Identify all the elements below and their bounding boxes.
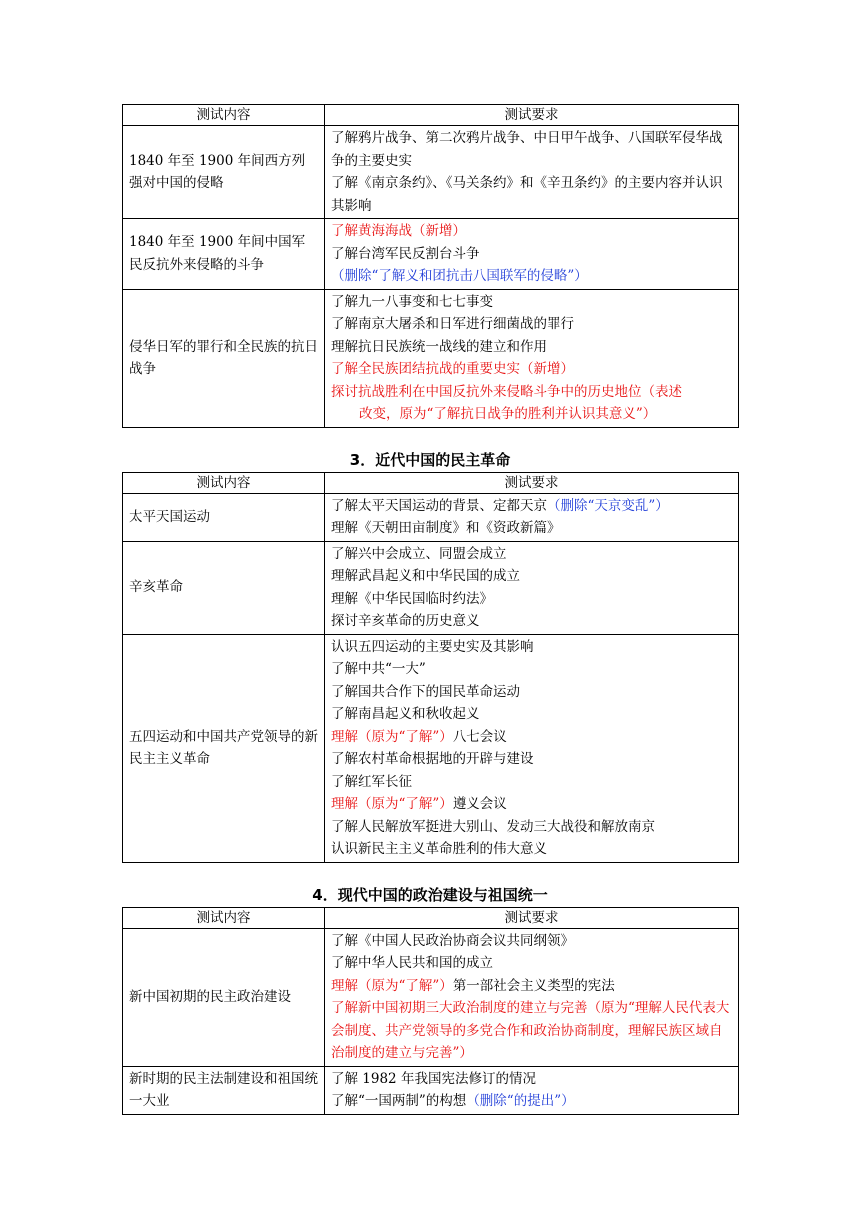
header-requirement: 测试要求 [325, 472, 739, 493]
table-row [123, 1066, 739, 1114]
requirement-line-changed: 了解新中国初期三大政治制度的建立与完善（原为“理解人民代表大会制度、共产党领导的多党合作和政治协商制度，理解民族区域自治制度的建立与完善”） [331, 1000, 730, 1061]
table-row [123, 126, 739, 219]
requirement-line: 了解兴中会成立、同盟会成立 [331, 545, 507, 562]
table-header-row [123, 472, 739, 493]
row-content: 1840 年至 1900 年间西方列强对中国的侵略 [123, 126, 325, 219]
requirement-line: 了解台湾军民反割台斗争 [331, 245, 480, 262]
row-requirements [325, 541, 739, 634]
table-header-row [123, 907, 739, 928]
requirement-line: 了解南京大屠杀和日军进行细菌战的罪行 [331, 316, 574, 332]
table-header-row [123, 105, 739, 126]
requirement-line-new: 了解黄海海战（新增） [331, 223, 466, 239]
header-requirement: 测试要求 [325, 907, 739, 928]
table-row [123, 493, 739, 541]
row-requirements [325, 493, 739, 541]
table-row [123, 928, 739, 1066]
table-political-construction [122, 907, 739, 1115]
deleted-note: （删除“天京变乱”） [547, 497, 669, 514]
requirement-line: 了解红军长征 [331, 773, 412, 790]
row-requirements [325, 219, 739, 290]
requirement-line-new: 了解全民族团结抗战的重要史实（新增） [331, 361, 574, 377]
table-foreign-aggression [122, 104, 739, 428]
deleted-note: （删除“的提出”） [466, 1093, 575, 1109]
row-content: 1840 年至 1900 年间中国军民反抗外来侵略的斗争 [123, 219, 325, 290]
requirement-line [331, 1090, 732, 1113]
row-requirements [325, 928, 739, 1066]
requirement-text: 第一部社会主义类型的宪法 [452, 977, 615, 994]
page-content [122, 104, 738, 1115]
requirement-line: 了解《中国人民政治协商会议共同纲领》 [331, 932, 574, 949]
requirement-line: 了解 1982 年我国宪法修订的情况 [331, 1070, 536, 1087]
requirement-text: 八七会议 [452, 728, 507, 745]
changed-note: 理解（原为“了解”） [331, 977, 453, 994]
header-requirement: 测试要求 [325, 105, 739, 126]
requirement-line-changed: 探讨抗战胜利在中国反抗外来侵略斗争中的历史地位（表述 [331, 383, 682, 400]
table-row [123, 219, 739, 290]
requirement-line: 理解武昌起义和中华民国的成立 [331, 568, 520, 584]
row-content: 辛亥革命 [123, 541, 325, 634]
requirement-line: 了解人民解放军挺进大别山、发动三大战役和解放南京 [331, 818, 655, 835]
table-row [123, 541, 739, 634]
requirement-text: 遵义会议 [452, 796, 507, 812]
requirement-line [331, 793, 732, 816]
requirement-line: 了解南昌起义和秋收起义 [331, 706, 480, 722]
row-content: 五四运动和中国共产党领导的新民主主义革命 [123, 634, 325, 862]
requirement-line-deleted: （删除“了解义和团抗击八国联军的侵略”） [331, 268, 588, 284]
requirement-text: 了解“一国两制”的构想 [331, 1093, 467, 1109]
requirement-line: 理解《中华民国临时约法》 [331, 590, 493, 607]
requirement-line: 探讨辛亥革命的历史意义 [331, 613, 480, 629]
requirement-line: 认识新民主主义革命胜利的伟大意义 [331, 841, 547, 857]
requirement-line: 了解国共合作下的国民革命运动 [331, 683, 520, 700]
changed-note: 理解（原为“了解”） [331, 796, 453, 812]
requirement-line: 了解中华人民共和国的成立 [331, 955, 493, 971]
requirement-line-changed: 改变，原为“了解抗日战争的胜利并认识其意义”） [359, 406, 657, 422]
requirement-line: 了解《南京条约》、《马关条约》和《辛丑条约》的主要内容并认识其影响 [331, 175, 723, 214]
requirement-line: 认识五四运动的主要史实及其影响 [331, 638, 534, 655]
header-content: 测试内容 [123, 105, 325, 126]
section-title: 4．现代中国的政治建设与祖国统一 [312, 885, 548, 904]
requirement-line: 理解抗日民族统一战线的建立和作用 [331, 338, 547, 355]
changed-note: 理解（原为“了解”） [331, 728, 453, 745]
requirement-line: 了解中共“一大” [331, 661, 426, 677]
requirement-text: 了解太平天国运动的背景、定都天京 [331, 497, 547, 514]
requirement-line [331, 495, 732, 518]
table-democratic-revolution [122, 472, 739, 863]
table-row [123, 634, 739, 862]
requirement-line: 了解九一八事变和七七事变 [331, 293, 493, 310]
row-content: 太平天国运动 [123, 493, 325, 541]
row-requirements [325, 634, 739, 862]
row-requirements [325, 126, 739, 219]
row-content: 新时期的民主法制建设和祖国统一大业 [123, 1066, 325, 1114]
requirement-line [331, 726, 732, 749]
row-content: 新中国初期的民主政治建设 [123, 928, 325, 1066]
row-requirements [325, 1066, 739, 1114]
header-content: 测试内容 [123, 907, 325, 928]
row-requirements [325, 289, 739, 427]
header-content: 测试内容 [123, 472, 325, 493]
table-row [123, 289, 739, 427]
requirement-line: 理解《天朝田亩制度》和《资政新篇》 [331, 520, 561, 536]
row-content: 侵华日军的罪行和全民族的抗日战争 [123, 289, 325, 427]
requirement-line: 了解鸦片战争、第二次鸦片战争、中日甲午战争、八国联军侵华战争的主要史实 [331, 130, 723, 169]
section-title: 3．近代中国的民主革命 [349, 450, 511, 469]
requirement-line [331, 975, 732, 998]
requirement-line: 了解农村革命根据地的开辟与建设 [331, 751, 534, 767]
